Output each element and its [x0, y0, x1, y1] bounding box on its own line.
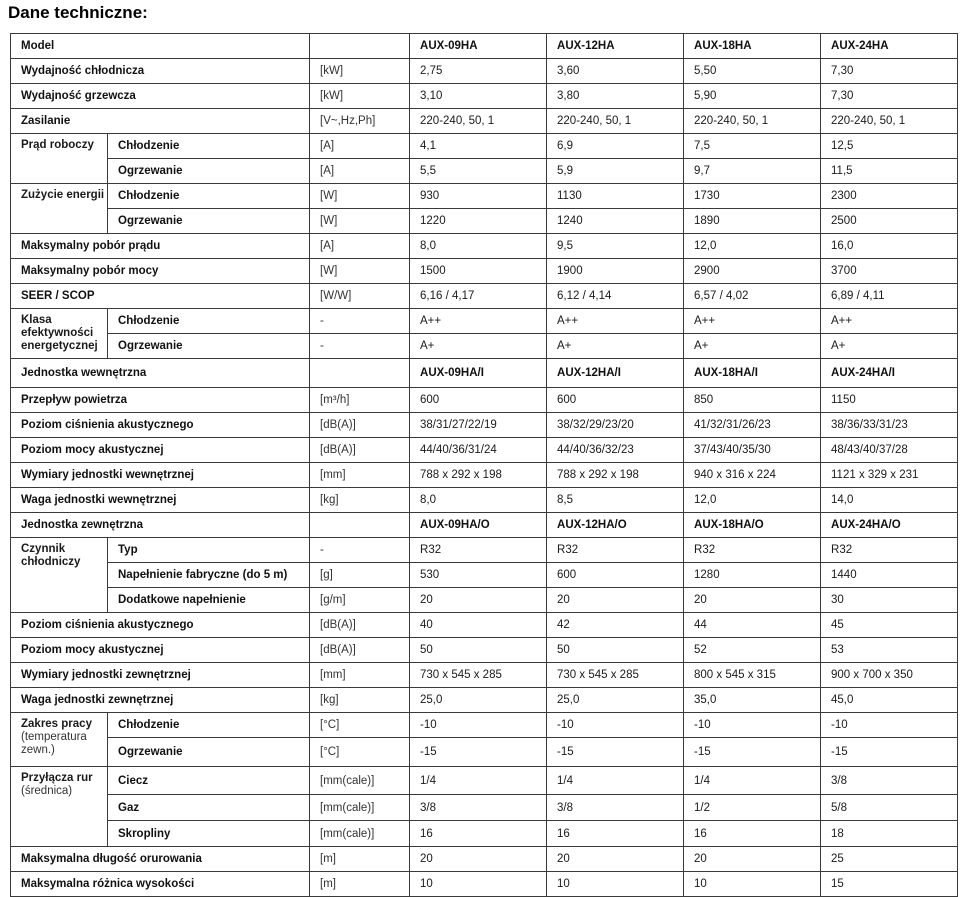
value-cell: 3,10	[410, 84, 547, 109]
value-cell: 38/31/27/22/19	[410, 413, 547, 438]
value-cell: 8,0	[410, 488, 547, 513]
value-cell: 1/4	[547, 767, 684, 795]
value-cell: 6,16 / 4,17	[410, 284, 547, 309]
value-cell: 10	[684, 872, 821, 897]
value-cell: 2,75	[410, 59, 547, 84]
value-cell: 1/2	[684, 795, 821, 821]
unit-cell: [mm]	[310, 663, 410, 688]
value-cell: 25,0	[410, 688, 547, 713]
value-cell: 12,5	[821, 134, 958, 159]
row-label: Wydajność grzewcza	[11, 84, 310, 109]
group-label: Zużycie energii	[21, 189, 105, 201]
table-row	[11, 588, 958, 613]
unit-cell: [dB(A)]	[310, 613, 410, 638]
unit-cell: [dB(A)]	[310, 638, 410, 663]
group-label: Prąd roboczy	[21, 139, 94, 151]
unit-cell: [g/m]	[310, 588, 410, 613]
value-cell: 45	[821, 613, 958, 638]
row-label: Jednostka wewnętrzna	[11, 359, 310, 388]
model-name-cell: AUX-18HA	[684, 34, 821, 59]
value-cell: A+	[684, 334, 821, 359]
value-cell: 530	[410, 563, 547, 588]
value-cell: 1440	[821, 563, 958, 588]
value-cell: 1220	[410, 209, 547, 234]
value-cell: 730 x 545 x 285	[547, 663, 684, 688]
value-cell: -10	[547, 713, 684, 738]
unit-cell: -	[310, 334, 410, 359]
group-label: Przyłącza rur	[21, 772, 93, 784]
unit-cell: [kW]	[310, 59, 410, 84]
value-cell: A+	[410, 334, 547, 359]
value-cell: 12,0	[684, 488, 821, 513]
value-cell: 42	[547, 613, 684, 638]
value-cell: 3700	[821, 259, 958, 284]
value-cell: 3/8	[410, 795, 547, 821]
sub-label: Typ	[108, 538, 310, 563]
value-cell: 44	[684, 613, 821, 638]
unit-cell: [g]	[310, 563, 410, 588]
sub-label: Napełnienie fabryczne (do 5 m)	[108, 563, 310, 588]
value-cell: A+	[821, 334, 958, 359]
value-cell: 20	[410, 847, 547, 872]
value-cell: 1280	[684, 563, 821, 588]
table-row	[11, 767, 958, 795]
group-label-cell	[11, 309, 108, 359]
value-cell: 10	[547, 872, 684, 897]
value-cell: 53	[821, 638, 958, 663]
unit-cell: [mm(cale)]	[310, 821, 410, 847]
value-cell: A++	[547, 309, 684, 334]
value-cell: 50	[410, 638, 547, 663]
row-label: Poziom ciśnienia akustycznego	[11, 613, 310, 638]
table-row	[11, 184, 958, 209]
value-cell: 5,90	[684, 84, 821, 109]
sub-label: Ogrzewanie	[108, 209, 310, 234]
sub-label: Dodatkowe napełnienie	[108, 588, 310, 613]
row-label: Waga jednostki zewnętrznej	[11, 688, 310, 713]
value-cell: 15	[821, 872, 958, 897]
row-label: Przepływ powietrza	[11, 388, 310, 413]
row-label: Maksymalna długość orurowania	[11, 847, 310, 872]
value-cell: R32	[547, 538, 684, 563]
group-note: (średnica)	[21, 785, 73, 797]
sub-label: Ogrzewanie	[108, 159, 310, 184]
value-cell: A++	[684, 309, 821, 334]
value-cell: 3,80	[547, 84, 684, 109]
table-row	[11, 795, 958, 821]
value-cell: 600	[547, 563, 684, 588]
value-cell: 4,1	[410, 134, 547, 159]
table-header-row	[11, 359, 958, 388]
value-cell: 40	[410, 613, 547, 638]
value-cell: 3/8	[821, 767, 958, 795]
value-cell: 8,0	[410, 234, 547, 259]
unit-cell: [W]	[310, 184, 410, 209]
unit-cell: [°C]	[310, 738, 410, 767]
value-cell: 12,0	[684, 234, 821, 259]
table-row	[11, 847, 958, 872]
spec-table	[10, 33, 958, 897]
unit-cell: -	[310, 538, 410, 563]
model-name-cell: AUX-18HA/O	[684, 513, 821, 538]
unit-cell: [mm]	[310, 463, 410, 488]
value-cell: 25	[821, 847, 958, 872]
value-cell: 930	[410, 184, 547, 209]
value-cell: 11,5	[821, 159, 958, 184]
page-title: Dane techniczne:	[8, 3, 148, 22]
value-cell: 1890	[684, 209, 821, 234]
value-cell: 35,0	[684, 688, 821, 713]
value-cell: 850	[684, 388, 821, 413]
value-cell: 2900	[684, 259, 821, 284]
row-label: Wydajność chłodnicza	[11, 59, 310, 84]
value-cell: 3,60	[547, 59, 684, 84]
value-cell: 220-240, 50, 1	[821, 109, 958, 134]
sub-label: Gaz	[108, 795, 310, 821]
group-label-cell	[11, 767, 108, 847]
value-cell: 16	[410, 821, 547, 847]
value-cell: 5,5	[410, 159, 547, 184]
table-row	[11, 872, 958, 897]
unit-cell: [A]	[310, 234, 410, 259]
value-cell: 220-240, 50, 1	[410, 109, 547, 134]
sub-label: Chłodzenie	[108, 713, 310, 738]
table-header-row	[11, 513, 958, 538]
unit-cell: [m]	[310, 872, 410, 897]
value-cell: -15	[821, 738, 958, 767]
value-cell: -15	[547, 738, 684, 767]
value-cell: 30	[821, 588, 958, 613]
unit-cell	[310, 34, 410, 59]
model-name-cell: AUX-24HA/O	[821, 513, 958, 538]
value-cell: 8,5	[547, 488, 684, 513]
value-cell: 38/32/29/23/20	[547, 413, 684, 438]
value-cell: 5/8	[821, 795, 958, 821]
value-cell: 41/32/31/26/23	[684, 413, 821, 438]
table-row	[11, 388, 958, 413]
table-row	[11, 738, 958, 767]
unit-cell: [A]	[310, 159, 410, 184]
value-cell: 1240	[547, 209, 684, 234]
row-label: Wymiary jednostki zewnętrznej	[11, 663, 310, 688]
value-cell: -10	[821, 713, 958, 738]
value-cell: 730 x 545 x 285	[410, 663, 547, 688]
value-cell: 16	[684, 821, 821, 847]
value-cell: -15	[410, 738, 547, 767]
value-cell: 788 x 292 x 198	[547, 463, 684, 488]
table-row	[11, 84, 958, 109]
table-row	[11, 234, 958, 259]
unit-cell: [W/W]	[310, 284, 410, 309]
value-cell: 16,0	[821, 234, 958, 259]
model-name-cell: AUX-18HA/I	[684, 359, 821, 388]
value-cell: 1500	[410, 259, 547, 284]
unit-cell: [A]	[310, 134, 410, 159]
value-cell: -10	[684, 713, 821, 738]
unit-cell: [kg]	[310, 488, 410, 513]
table-row	[11, 538, 958, 563]
table-row	[11, 334, 958, 359]
value-cell: 45,0	[821, 688, 958, 713]
value-cell: 9,5	[547, 234, 684, 259]
model-name-cell: AUX-09HA/O	[410, 513, 547, 538]
value-cell: 50	[547, 638, 684, 663]
value-cell: 6,12 / 4,14	[547, 284, 684, 309]
group-label-cell	[11, 538, 108, 613]
table-row	[11, 463, 958, 488]
value-cell: 1/4	[684, 767, 821, 795]
row-label: SEER / SCOP	[11, 284, 310, 309]
value-cell: 1150	[821, 388, 958, 413]
table-row	[11, 563, 958, 588]
value-cell: 600	[410, 388, 547, 413]
unit-cell: [m]	[310, 847, 410, 872]
group-label-cell	[11, 134, 108, 184]
value-cell: 10	[410, 872, 547, 897]
table-row	[11, 688, 958, 713]
table-row	[11, 713, 958, 738]
sub-label: Chłodzenie	[108, 309, 310, 334]
unit-cell: [dB(A)]	[310, 413, 410, 438]
table-row	[11, 109, 958, 134]
value-cell: 7,5	[684, 134, 821, 159]
table-header-row	[11, 34, 958, 59]
value-cell: -10	[410, 713, 547, 738]
model-name-cell: AUX-24HA/I	[821, 359, 958, 388]
group-label: Zakres pracy	[21, 718, 92, 730]
value-cell: 44/40/36/31/24	[410, 438, 547, 463]
table-row	[11, 159, 958, 184]
sub-label: Skropliny	[108, 821, 310, 847]
unit-cell: -	[310, 309, 410, 334]
value-cell: 6,57 / 4,02	[684, 284, 821, 309]
table-row	[11, 663, 958, 688]
unit-cell: [W]	[310, 209, 410, 234]
value-cell: 2500	[821, 209, 958, 234]
group-label: Klasa efektywności energetycznej	[21, 314, 98, 352]
table-row	[11, 613, 958, 638]
row-label: Maksymalny pobór prądu	[11, 234, 310, 259]
unit-cell: [°C]	[310, 713, 410, 738]
model-name-cell: AUX-09HA/I	[410, 359, 547, 388]
unit-cell: [dB(A)]	[310, 438, 410, 463]
table-row	[11, 413, 958, 438]
row-label: Poziom mocy akustycznej	[11, 438, 310, 463]
value-cell: 220-240, 50, 1	[684, 109, 821, 134]
table-row	[11, 821, 958, 847]
table-row	[11, 488, 958, 513]
unit-cell: [mm(cale)]	[310, 795, 410, 821]
value-cell: 38/36/33/31/23	[821, 413, 958, 438]
value-cell: 52	[684, 638, 821, 663]
group-label: Czynnik chłodniczy	[21, 543, 81, 568]
value-cell: 220-240, 50, 1	[547, 109, 684, 134]
value-cell: 6,9	[547, 134, 684, 159]
unit-cell: [mm(cale)]	[310, 767, 410, 795]
row-label: Model	[11, 34, 310, 59]
sub-label: Ogrzewanie	[108, 334, 310, 359]
row-label: Maksymalna różnica wysokości	[11, 872, 310, 897]
value-cell: 9,7	[684, 159, 821, 184]
value-cell: 788 x 292 x 198	[410, 463, 547, 488]
value-cell: A++	[410, 309, 547, 334]
row-label: Zasilanie	[11, 109, 310, 134]
row-label: Poziom ciśnienia akustycznego	[11, 413, 310, 438]
value-cell: 1/4	[410, 767, 547, 795]
model-name-cell: AUX-12HA/O	[547, 513, 684, 538]
sub-label: Chłodzenie	[108, 184, 310, 209]
row-label: Maksymalny pobór mocy	[11, 259, 310, 284]
value-cell: 2300	[821, 184, 958, 209]
value-cell: R32	[684, 538, 821, 563]
value-cell: 800 x 545 x 315	[684, 663, 821, 688]
value-cell: A+	[547, 334, 684, 359]
value-cell: 1130	[547, 184, 684, 209]
value-cell: 600	[547, 388, 684, 413]
value-cell: 16	[547, 821, 684, 847]
sub-label: Ogrzewanie	[108, 738, 310, 767]
row-label: Jednostka zewnętrzna	[11, 513, 310, 538]
value-cell: 6,89 / 4,11	[821, 284, 958, 309]
model-name-cell: AUX-12HA/I	[547, 359, 684, 388]
unit-cell: [V~,Hz,Ph]	[310, 109, 410, 134]
value-cell: 20	[684, 588, 821, 613]
sub-label: Chłodzenie	[108, 134, 310, 159]
unit-cell: [W]	[310, 259, 410, 284]
unit-cell	[310, 359, 410, 388]
group-label-cell	[11, 184, 108, 234]
model-name-cell: AUX-24HA	[821, 34, 958, 59]
value-cell: 20	[547, 847, 684, 872]
group-label-cell	[11, 713, 108, 767]
unit-cell: [kg]	[310, 688, 410, 713]
value-cell: 7,30	[821, 84, 958, 109]
value-cell: A++	[821, 309, 958, 334]
table-row	[11, 259, 958, 284]
row-label: Wymiary jednostki wewnętrznej	[11, 463, 310, 488]
row-label: Waga jednostki wewnętrznej	[11, 488, 310, 513]
value-cell: 20	[547, 588, 684, 613]
value-cell: 5,50	[684, 59, 821, 84]
sub-label: Ciecz	[108, 767, 310, 795]
model-name-cell: AUX-12HA	[547, 34, 684, 59]
model-name-cell: AUX-09HA	[410, 34, 547, 59]
row-label: Poziom mocy akustycznej	[11, 638, 310, 663]
value-cell: 20	[410, 588, 547, 613]
value-cell: 900 x 700 x 350	[821, 663, 958, 688]
value-cell: 1730	[684, 184, 821, 209]
unit-cell: [m³/h]	[310, 388, 410, 413]
value-cell: 7,30	[821, 59, 958, 84]
table-row	[11, 134, 958, 159]
value-cell: 20	[684, 847, 821, 872]
unit-cell	[310, 513, 410, 538]
table-row	[11, 438, 958, 463]
value-cell: 48/43/40/37/28	[821, 438, 958, 463]
table-row	[11, 309, 958, 334]
value-cell: 25,0	[547, 688, 684, 713]
table-row	[11, 638, 958, 663]
table-row	[11, 209, 958, 234]
group-note: (temperatura zewn.)	[21, 731, 87, 756]
table-row	[11, 59, 958, 84]
value-cell: 3/8	[547, 795, 684, 821]
value-cell: -15	[684, 738, 821, 767]
table-row	[11, 284, 958, 309]
value-cell: 18	[821, 821, 958, 847]
value-cell: 37/43/40/35/30	[684, 438, 821, 463]
value-cell: 1900	[547, 259, 684, 284]
value-cell: R32	[410, 538, 547, 563]
value-cell: R32	[821, 538, 958, 563]
value-cell: 940 x 316 x 224	[684, 463, 821, 488]
unit-cell: [kW]	[310, 84, 410, 109]
value-cell: 5,9	[547, 159, 684, 184]
value-cell: 14,0	[821, 488, 958, 513]
spec-body	[11, 34, 958, 897]
value-cell: 44/40/36/32/23	[547, 438, 684, 463]
value-cell: 1121 x 329 x 231	[821, 463, 958, 488]
